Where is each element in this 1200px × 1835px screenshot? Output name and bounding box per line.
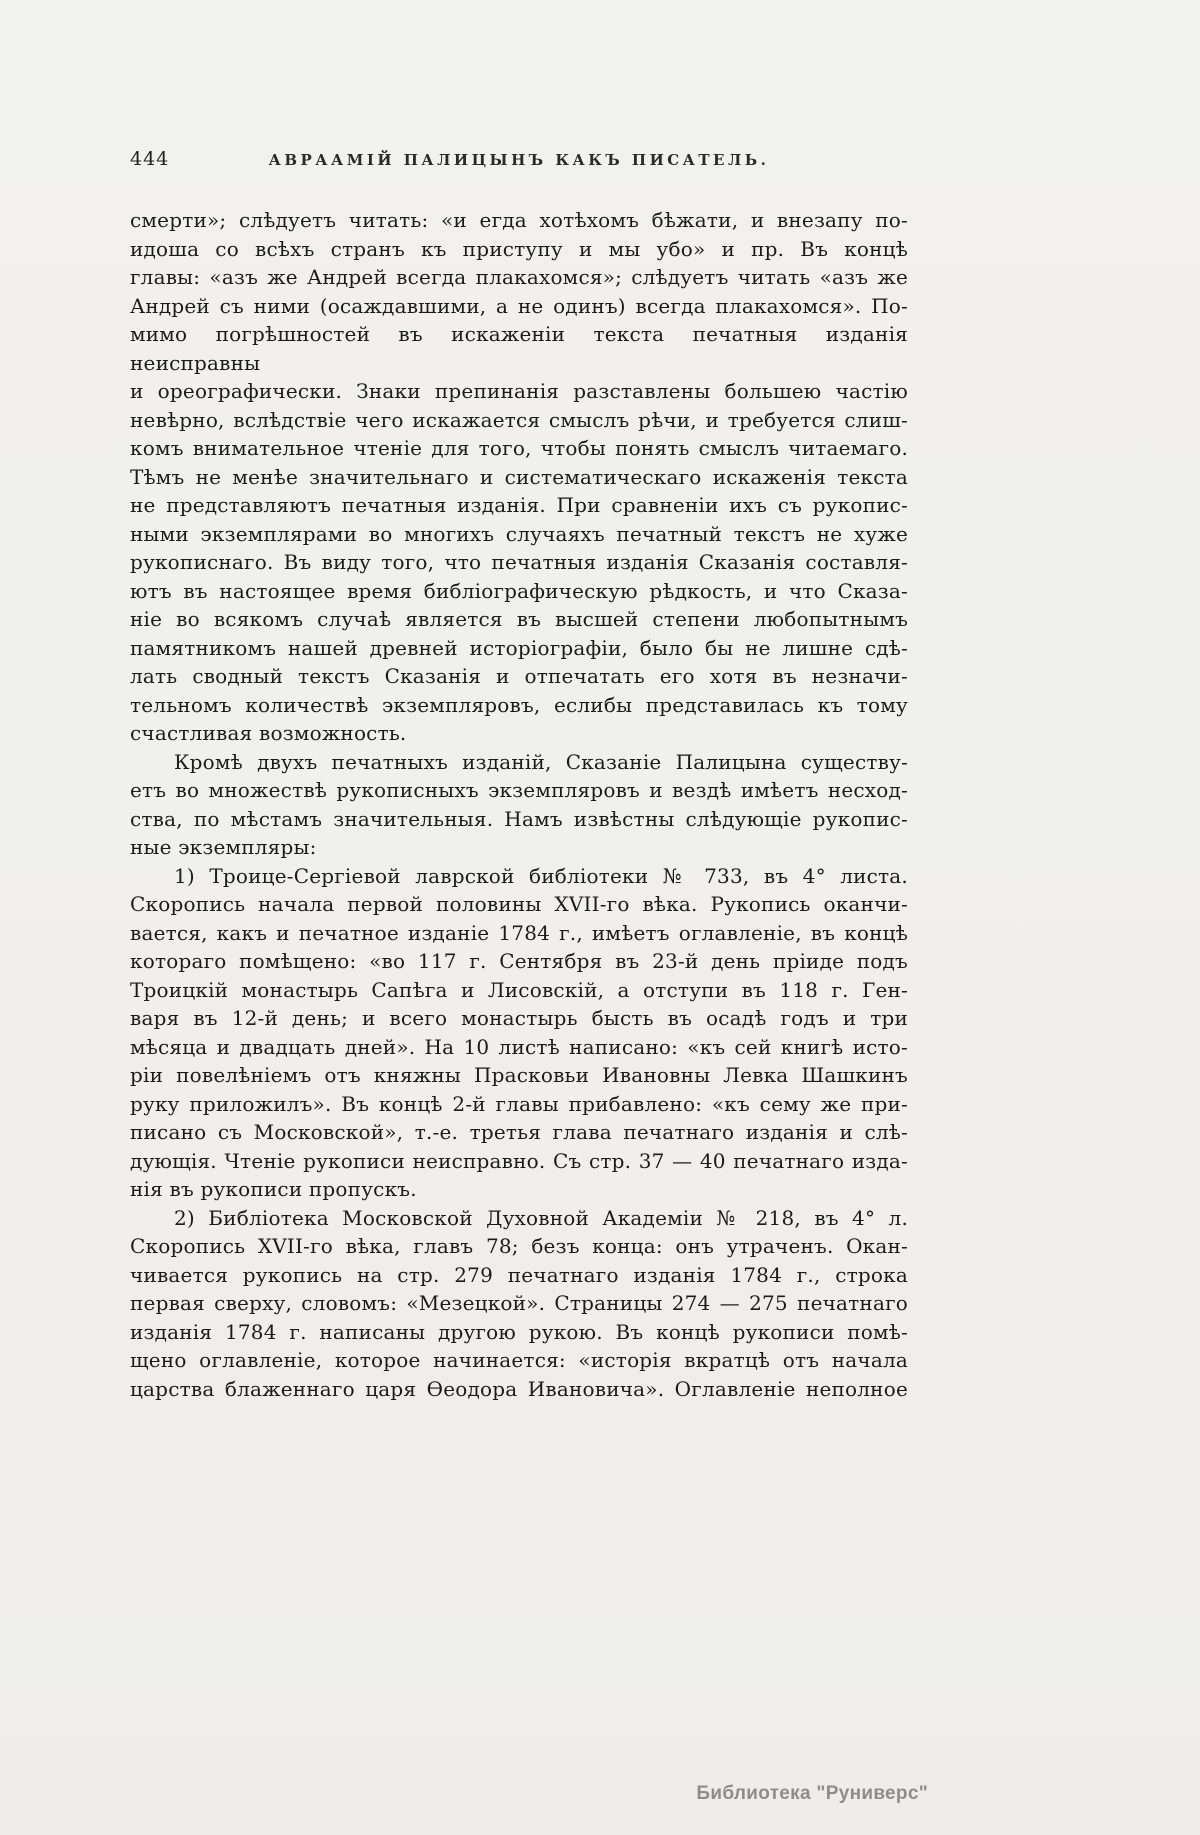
text-line: котораго помѣщено: «во 117 г. Сентября въ 23-й день пріиде подъ [130,949,908,973]
text-line: не представляютъ печатныя изданія. При сравненіи ихъ съ рукопис- [130,493,908,517]
page-number: 444 [130,148,170,170]
text-line: Тѣмъ не менѣе значительнаго и систематическаго искаженія текста [130,464,908,489]
text-line: ріи повелѣніемъ отъ княжны Прасковьи Ивановны Левка Шашкинъ [130,1063,908,1087]
text-line: изданія 1784 г. написаны другою рукою. Въ концѣ рукописи помѣ- [130,1319,908,1344]
text-line: и ореографически. Знаки препинанія разставлены большею частію [130,379,908,403]
text-line: Скоропись начала первой половины XVII-го вѣка. Рукопись оканчи- [130,892,908,916]
text-line: комъ внимательное чтеніе для того, чтобы понять смыслъ читаемаго. [130,436,908,460]
text-line: невѣрно, вслѣдствіе чего искажается смыслъ рѣчи, и требуется слиш- [130,407,908,432]
text-line: смерти»; слѣдуетъ читать: «и егда хотѣхомъ бѣжати, и внезапу по- [130,208,908,232]
running-title: АВРААМІЙ ПАЛИЦЫНЪ КАКЪ ПИСАТЕЛЬ. [268,151,770,169]
text-line: ніе во всякомъ случаѣ является въ высшей степени любопытнымъ [130,607,908,631]
text-line: царства блаженнаго царя Ѳеодора Ивановича». Оглавленіе неполное [130,1376,908,1401]
text-line: нія въ рукописи пропускъ. [130,1177,417,1201]
text-line: лать сводный текстъ Сказанія и отпечатать его хотя въ незначи- [130,664,908,688]
text-line: писано съ Московской», т.-е. третья глава печатнаго изданія и слѣ- [130,1120,908,1144]
text-line: Кромѣ двухъ печатныхъ изданій, Сказаніе Палицына существу- [174,749,908,774]
body-text [130,206,908,1403]
text-line: Троицкій монастырь Сапѣга и Лисовскій, а отступи въ 118 г. Ген- [130,977,908,1002]
text-line: мѣсяца и двадцать дней». На 10 листѣ написано: «къ сей книгѣ исто- [130,1034,908,1059]
text-line: вается, какъ и печатное изданіе 1784 г., имѣетъ оглавленіе, въ концѣ [130,920,908,945]
text-line: 2) Библіотека Московской Духовной Академіи № 218, въ 4° л. [174,1205,908,1230]
text-line: дующія. Чтеніе рукописи неисправно. Съ стр. 37 — 40 печатнаго изда- [130,1148,908,1173]
text-line: етъ во множествѣ рукописныхъ экземпляровъ и вездѣ имѣетъ несход- [130,778,908,802]
text-line: идоша со всѣхъ странъ къ приступу и мы убо» и пр. Въ концѣ [130,236,908,261]
text-line: рукописнаго. Въ виду того, что печатныя изданія Сказанія составля- [130,550,908,574]
text-line: 1) Троице-Сергіевой лаврской библіотеки № 733, въ 4° листа. [174,863,908,888]
text-line: памятникомъ нашей древней исторіографіи, было бы не лишне сдѣ- [130,635,908,660]
text-line: ными экземплярами во многихъ случаяхъ печатный текстъ не хуже [130,521,908,546]
text-line: ютъ въ настоящее время библіографическую рѣдкость, и что Сказа- [130,578,908,603]
text-line: счастливая возможность. [130,721,407,745]
text-line: Андрей съ ними (осаждавшими, а не одинъ) всегда плакахомся». По- [130,293,908,318]
text-line: главы: «азъ же Андрей всегда плакахомся»; слѣдуетъ читать «азъ же [130,265,908,289]
text-line: щено оглавленіе, которое начинается: «исторія вкратцѣ отъ начала [130,1348,908,1372]
text-line: тельномъ количествѣ экземпляровъ, еслибы представилась къ тому [130,692,908,717]
text-line: варя въ 12-й день; и всего монастырь бысть въ осадѣ годъ и три [130,1006,908,1030]
text-line: Скоропись XVII-го вѣка, главъ 78; безъ конца: онъ утраченъ. Окан- [130,1234,908,1258]
page-header [130,148,908,174]
text-line: первая сверху, словомъ: «Мезецкой». Страницы 274 — 275 печатнаго [130,1291,908,1315]
text-line: мимо погрѣшностей въ искаженіи текста печатныя изданія неисправны [130,322,908,375]
text-line: ства, по мѣстамъ значительныя. Намъ извѣстны слѣдующіе рукопис- [130,806,908,831]
text-line: чивается рукопись на стр. 279 печатнаго изданія 1784 г., строка [130,1262,908,1287]
library-watermark: Библиотека "Руниверс" [696,1783,928,1804]
text-line: ные экземпляры: [130,835,317,859]
text-block [130,148,908,1403]
text-line: руку приложилъ». Въ концѣ 2-й главы прибавлено: «къ сему же при- [130,1091,908,1116]
